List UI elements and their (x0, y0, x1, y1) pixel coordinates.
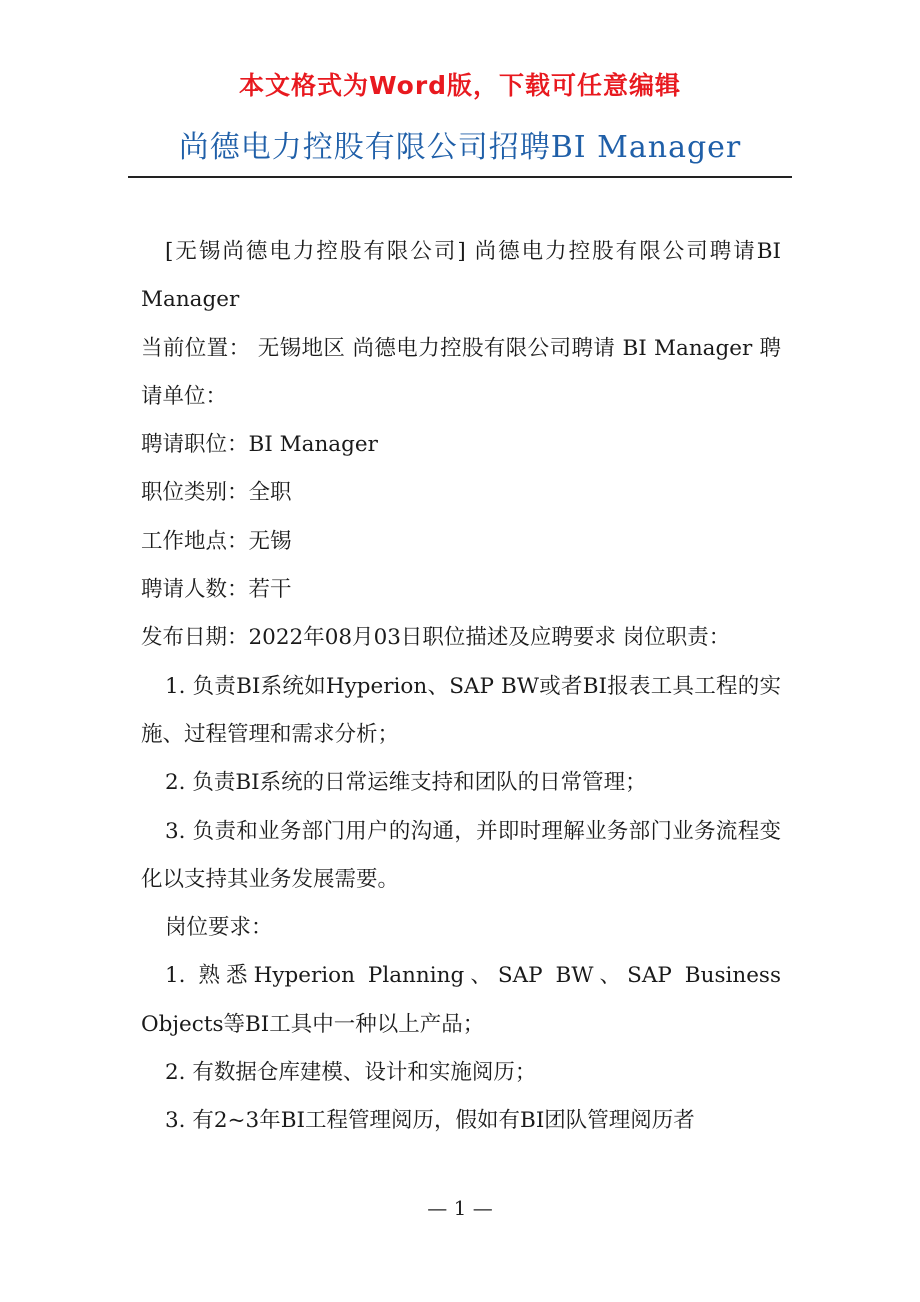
duty-item: 2. 负责BI系统的日常运维支持和团队的日常管理； (165, 770, 647, 796)
workplace-line: 工作地点：无锡 (141, 528, 292, 554)
requirement-item: 2. 有数据仓库建模、设计和实施阅历； (165, 1060, 537, 1086)
category-line: 职位类别：全职 (141, 480, 292, 506)
page-number: — 1 — (427, 1196, 493, 1220)
requirement-item: 1. 熟悉Hyperion Planning、SAP BW、SAP Business Objects等BI工具中一种以上产品； (141, 963, 781, 1037)
position-line: 聘请职位：BI Manager (141, 432, 378, 458)
title-divider (128, 176, 792, 178)
document-body (141, 228, 781, 1146)
duty-item: 3. 负责和业务部门用户的沟通，并即时理解业务部门业务流程变化以支持其业务发展需要。 (141, 818, 781, 892)
publish-date-line: 发布日期：2022年08月03日职位描述及应聘要求 岗位职责： (141, 625, 731, 651)
intro-paragraph: [无锡尚德电力控股有限公司] 尚德电力控股有限公司聘请BI Manager (141, 239, 781, 313)
requirement-item: 3. 有2~3年BI工程管理阅历，假如有BI团队管理阅历者 (165, 1108, 695, 1134)
requirements-heading: 岗位要求： (165, 915, 273, 941)
location-line: 当前位置： 无锡地区 尚德电力控股有限公司聘请 BI Manager 聘请单位： (141, 335, 781, 409)
headcount-line: 聘请人数：若干 (141, 577, 292, 603)
document-title: 尚德电力控股有限公司招聘BI Manager (178, 130, 742, 165)
format-notice: 本文格式为Word版，下载可任意编辑 (238, 71, 682, 100)
duty-item: 1. 负责BI系统如Hyperion、SAP BW或者BI报表工具工程的实施、过程管理和需求分析； (141, 673, 781, 747)
